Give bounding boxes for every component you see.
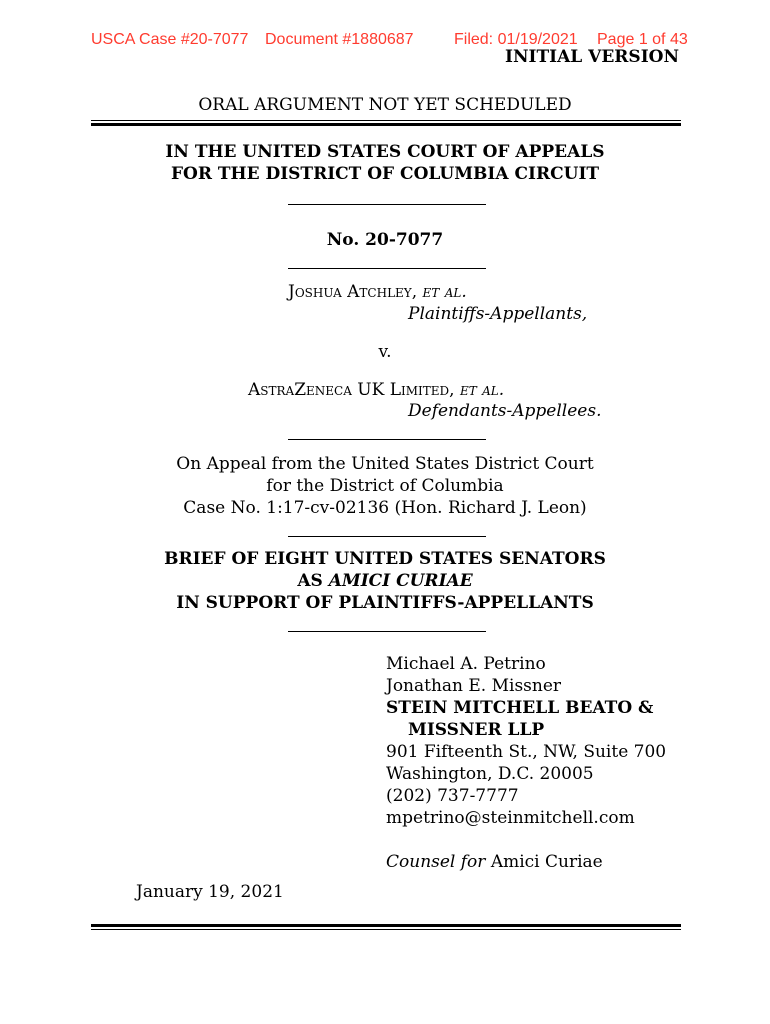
firm-address-1: 901 Fifteenth St., NW, Suite 700 (386, 742, 667, 762)
version-label: INITIAL VERSION (505, 47, 679, 67)
header-page-count: Page 1 of 43 (597, 31, 688, 48)
top-rule-thin (91, 120, 681, 121)
firm-address-2: Washington, D.C. 20005 (386, 764, 594, 784)
plaintiff-etal: et al. (422, 282, 467, 302)
appeal-line3: Case No. 1:17-cv-02136 (Hon. Richard J. Leon) (183, 498, 587, 518)
oral-argument-notice: ORAL ARGUMENT NOT YET SCHEDULED (198, 95, 572, 115)
separator-rule (288, 536, 486, 537)
firm-name-line2: MISSNER LLP (408, 720, 545, 740)
filing-date: January 19, 2021 (136, 882, 284, 902)
bottom-rule-thin (91, 929, 681, 930)
brief-title-line1: BRIEF OF EIGHT UNITED STATES SENATORS (164, 549, 606, 569)
separator-rule (288, 439, 486, 440)
top-rule-thick (91, 123, 681, 126)
header-document-number: Document #1880687 (265, 31, 414, 48)
header-case-number: USCA Case #20-7077 (91, 31, 249, 48)
brief-title-line2: AS AMICI CURIAE (297, 571, 473, 591)
defendant-name (248, 380, 504, 400)
counsel-name-2: Jonathan E. Missner (386, 676, 562, 696)
plaintiff-role: Plaintiffs-Appellants, (408, 304, 588, 324)
firm-email: mpetrino@steinmitchell.com (386, 808, 635, 828)
firm-phone: (202) 737-7777 (386, 786, 519, 806)
amici-curiae-italic: AMICI CURIAE (328, 571, 473, 591)
counsel-role-italic: Counsel for (386, 852, 486, 872)
header-filed-date: Filed: 01/19/2021 (454, 31, 578, 48)
counsel-role (386, 852, 603, 872)
counsel-role-rest: Amici Curiae (490, 852, 603, 872)
defendant-etal: et al. (459, 380, 505, 400)
defendant-role: Defendants-Appellees. (408, 401, 602, 421)
counsel-name-1: Michael A. Petrino (386, 654, 546, 674)
case-number: No. 20-7077 (326, 230, 444, 250)
defendant-name-text: AstraZeneca UK Limited, (248, 380, 455, 400)
separator-rule (288, 204, 486, 205)
brief-title-line3: IN SUPPORT OF PLAINTIFFS-APPELLANTS (176, 593, 594, 613)
bottom-rule-thick (91, 924, 681, 927)
firm-name-line1: STEIN MITCHELL BEATO & (386, 698, 654, 718)
separator-rule (288, 268, 486, 269)
court-name-line1: IN THE UNITED STATES COURT OF APPEALS (165, 142, 605, 162)
appeal-line1: On Appeal from the United States District Court (176, 454, 594, 474)
separator-rule (288, 631, 486, 632)
court-name-line2: FOR THE DISTRICT OF COLUMBIA CIRCUIT (170, 164, 600, 184)
versus: v. (378, 342, 392, 362)
appeal-line2: for the District of Columbia (266, 476, 504, 496)
plaintiff-name (288, 282, 467, 302)
plaintiff-name-text: Joshua Atchley, (288, 282, 418, 302)
